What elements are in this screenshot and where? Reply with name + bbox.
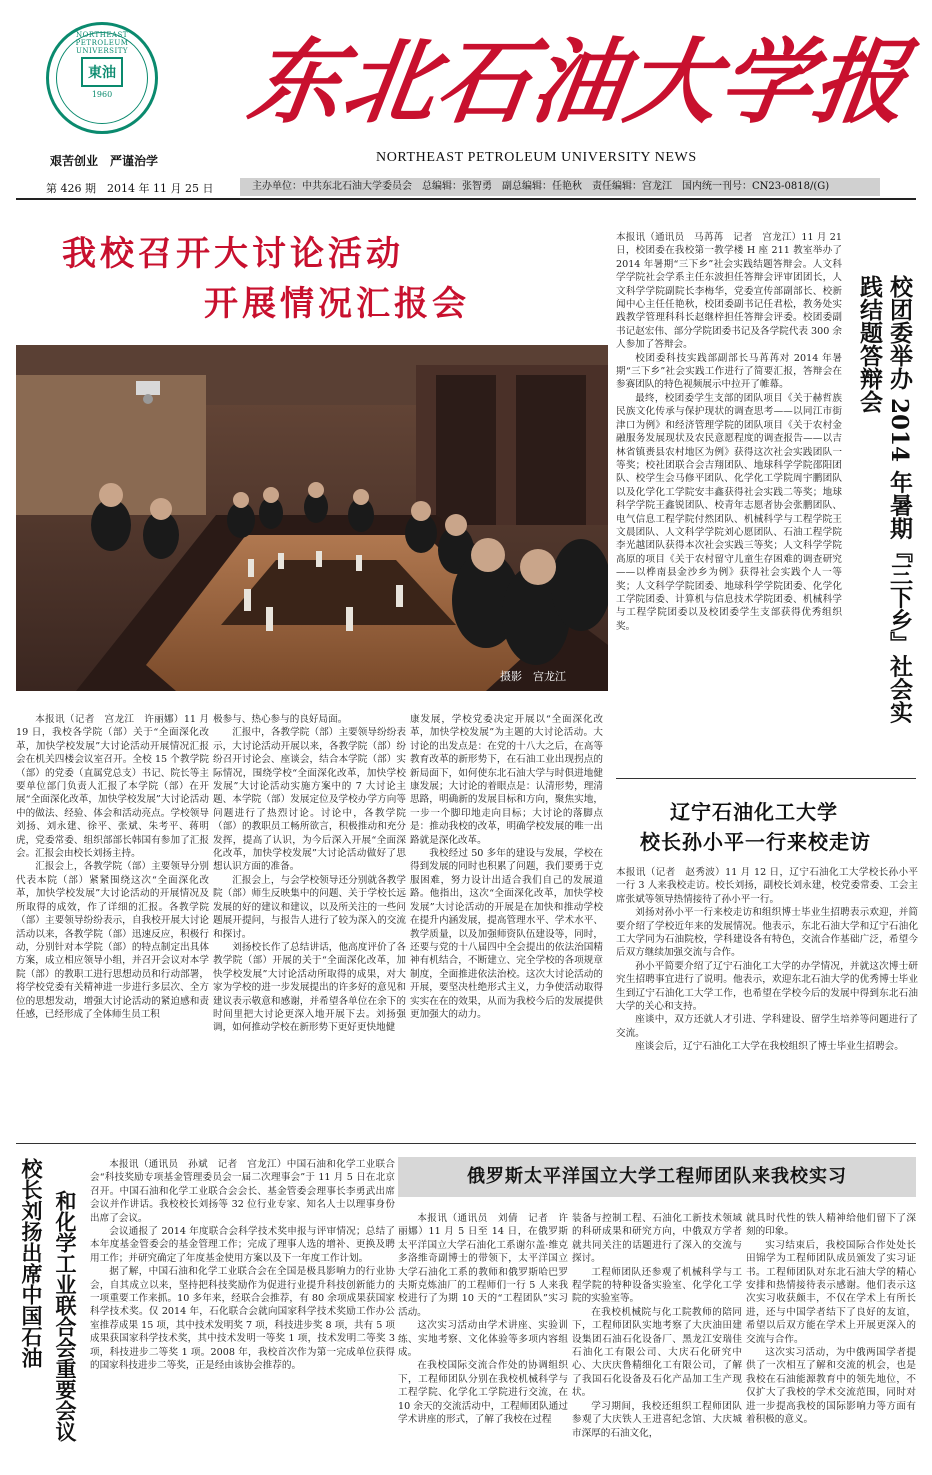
liuyang-paragraph: 本报讯（通讯员 孙斌 记者 宫龙江）中国石油和化学工业联合会“科技奖励专项基金管理委员会一届二次理事会”于 11 月 5 日在北京召开。中国石油和化学工业联合会会长、基金管委会理事长李勇武出席会议并作讲话。我校校长刘扬等 32 位行业专家、知名人士以理事身份出席了会议。 [90, 1159, 395, 1224]
lead-paragraph: 汇报中，各教学院（部）主要领导纷纷表示，大讨论活动开展以来，各教学院（部）纷纷召开讨论会、座谈会，结合本学院（部）实际情况，围绕学校“全面深化改革，加快学校发展”大讨论活动实施方案中的 7 大讨论主题、本学院（部）发展定位及学校办学方向等问题进行了热烈讨论。讨论中，各教学院（部）的教职员工畅所欲言，积极推动和充分发挥，提高了认识，为今后深入开展“全面深化改革，加快学校发展”大讨论活动做好了思想认识方面的准备。 [213, 727, 406, 873]
liaoning-paragraph: 孙小平简要介绍了辽宁石油化工大学的办学情况，并就这次博士研究生招聘事宜进行了说明。他表示，欢迎东北石油大学的优秀博士毕业生到辽宁石油化工大学工作，也希望在学校今后的发展中得到东北石油大学的关心和支持。 [616, 960, 918, 1013]
tuanwei-paragraph: 本报讯（通讯员 马苒苒 记者 宫龙江）11 月 21 日，校团委在我校第一教学楼 H 座 211 教室举办了 2014 年暑期“三下乡”社会实践结题答辩会。人文科学学院社会学系主任东波担任答辩会评审团团长，人文科学学院副院长李梅华，党委宣传部副部长、校新闻中心主任任艳秋，校团委副书记任君松，教务处实践教学管理科科长赵继梓担任答辩会评委。校团委副书记赵宏伟、部分学院团委书记及各学院代表 300 余人参加了答辩会。 [616, 232, 842, 351]
tuanwei-article-body [616, 231, 842, 771]
russia-paragraph: 装备与控制工程、石油化工新技术领域的科研成果和研究方向，中俄双方学者就共同关注的话题进行了深入的交流与探讨。 [572, 1213, 742, 1265]
liuyang-article-body [90, 1158, 395, 1468]
russia-article-column-3 [746, 1212, 916, 1470]
meeting-photo-illustration [16, 345, 608, 691]
liuyang-vertical-headline-2: 和化学工业联合会重要会议 [53, 1190, 78, 1442]
section-divider [16, 1143, 916, 1144]
russia-paragraph: 这次实习活动由学术讲座、实验训练、实地考察、文化体验等多项内容组成。 [398, 1320, 568, 1359]
russia-paragraph: 在我校机械院与化工院教师的陪同下，工程师团队实地考察了大庆油田建设集团石油石化设备厂、黑龙江安瑞佳石油化工有限公司、大庆石化研究中心、大庆庆鲁精细化工有限公司，了解了我国石化设备及石化产品加工生产现状。 [572, 1306, 742, 1399]
lead-article-column-3 [410, 713, 603, 1128]
lead-paragraph: 康发展，学校党委决定开展以“全面深化改革，加快学校发展”为主题的大讨论活动。大讨论的出发点是：在党的十八大之后，在高等教育改革的新形势下，在石油工业出现拐点的新局面下，如何使东北石油大学与时俱进地健康发展；大讨论的着眼点是：认清形势，理清思路，明确新的发展目标和方向，聚焦实地，一步一个脚印地走向目标；大讨论的落脚点是：推动我校的改革，明确学校发展的唯一出路就是深化改革。 [410, 714, 603, 846]
tuanwei-paragraph: 校团委科技实践部副部长马苒苒对 2014 年暑期“三下乡”社会实践工作进行了简要汇报，答辩会在参赛团队的特色视频展示中拉开了帷幕。 [616, 352, 842, 391]
right-column-divider [616, 778, 916, 779]
logo-arc-text: NORTHEAST PETROLEUM UNIVERSITY [75, 31, 129, 55]
russia-paragraph: 本报讯（通讯员 刘倩 记者 许丽娜）11 月 5 日至 14 日，在俄罗斯太平洋国立大学石油化工系谢尔盖·维克多洛维奇副博士的带领下，太平洋国立大学石油化工系的教师和俄罗斯哈巴罗夫斯克炼油厂的工程师们一行 5 人来我校进行了为期 10 天的“工程团队”实习活动。 [398, 1213, 568, 1318]
russia-paragraph: 学习期间，我校还组织工程师团队参观了大庆铁人王进喜纪念馆、大庆城市深厚的石油文化， [572, 1400, 742, 1439]
lead-paragraph: 刘扬校长作了总结讲话，他高度评价了各教学院（部）开展的关于“全面深化改革，加快学校发展”大讨论活动所取得的成果，对大家为学校的进一步发展提出的许多好的意见和建议表示敬意和感谢，并希望各单位在余下的时间里把大讨论更深入地开展下去。刘扬强调，如何推动学校在新形势下更好更快地健 [213, 941, 406, 1034]
russia-article-column-1 [398, 1212, 568, 1470]
lead-paragraph: 极参与、热心参与的良好局面。 [213, 714, 348, 725]
russia-paragraph: 这次实习活动，为中俄两国学者提供了一次相互了解和交流的机会，也是我校在石油能源教育中的领先地位，不仅扩大了我校的学术交流范围，同时对进一步提高我校的国际影响力等方面有着积极的意义。 [746, 1347, 916, 1426]
lead-paragraph: 我校经过 50 多年的建设与发展，学校在得到发展的同时也积累了问题，我们要勇于克服困难，努力设计出适合我们自己的发展道路。他指出，这次“全面深化改革，加快学校发展”大讨论活动的开展是在加快和推动学校在提升内涵发展，提高管理水平、学术水平、教学质量，以及加强师资队伍建设等，同时，还要与党的十八届四中全会提出的依法治国精神有机结合，不断建立、完全学校的各项规章制度，全面推进依法治校。这次大讨论活动的开展，要坚决杜绝形式主义，力争使活动取得实实在在的效果，从而为我校今后的发展提供更加强大的动力。 [410, 848, 603, 1020]
liaoning-paragraph: 座谈会后，辽宁石油化工大学在我校组织了博士毕业生招聘会。 [635, 1041, 904, 1053]
liaoning-paragraph: 座谈中，双方还就人才引进、学科建设、留学生培养等问题进行了交流。 [616, 1014, 918, 1039]
lead-article-column-1 [16, 713, 209, 1128]
russia-headline-banner: 俄罗斯太平洋国立大学工程师团队来我校实习 [398, 1157, 916, 1197]
photo-caption: 摄影 宫龙江 [500, 670, 566, 683]
motto: 艰苦创业 严谨治学 [50, 154, 159, 168]
russia-paragraph: 在我校国际交流合作处的协调组织下，工程师团队分别在我校机械科学与工程学院、化学化工学院进行交流，在 10 余天的交流活动中，工程师团队通过学术讲座的形式，了解了我校在过程 [398, 1360, 568, 1426]
liaoning-headline-line-1: 辽宁石油化工大学 [670, 800, 838, 824]
liuyang-paragraph: 会议通报了 2014 年度联合会科学技术奖申报与评审情况；总结了本年度基金管委会的基金管理工作；完成了理事人选的增补、更换及聘用工作；并研究确定了年度基金使用方案以及下一年度工作计划。 [90, 1226, 395, 1264]
liaoning-paragraph: 本报讯（记者 赵秀波）11 月 12 日，辽宁石油化工大学校长孙小平一行 3 人来我校走访。校长刘扬，副校长刘永建，校党委常委、工会主席张斌等领导热情接待了孙小平一行。 [616, 867, 918, 905]
lead-article-column-2 [213, 713, 406, 1128]
liuyang-paragraph: 据了解，中国石油和化学工业联合会在全国是极具影响力的行业协会，自其成立以来，坚持把科技奖励作为促进行业提升科技创新能力的一项重要工作来抓。10 多年来，经联合会推荐，有 80 余项成果获国家科学技术奖。仅 2014 年，石化联合会就向国家科学技术奖励工作办公室推荐成果 15 项，其中技术发明奖 7 项，科技进步奖 8 项，共有 5 项成果获国家科学技术奖，其中技术发明一等奖 1 项，技术发明二等奖 3 项，科技进步二等奖 1 项。2008 年，我校首次作为第一完成单位获得的国家科技进步二等奖，正是经由该协会推荐的。 [90, 1266, 395, 1372]
russia-article-column-2 [572, 1212, 742, 1470]
logo-year: 1960 [91, 90, 113, 99]
tuanwei-vertical-headline: 校团委举办 2014 年暑期『三下乡』社会实践结题答辩会 [856, 275, 913, 724]
russia-paragraph: 实习结束后，我校国际合作处处长田锦学为工程师团队成员颁发了实习证书。工程师团队对东北石油大学的精心安排和热情接待表示感谢。他们表示这次实习收获颇丰，不仅在学术上有所长进，还与中国学者结下了良好的友谊，希望以后双方能在学术上开展更深入的交流与合作。 [746, 1239, 916, 1345]
newspaper-title: 东北石油大学报 [242, 28, 916, 136]
lead-headline-line-2: 开展情况汇报会 [204, 284, 470, 324]
tuanwei-paragraph: 最终，校团委学生支部的团队项目《关于赫哲族民族文化传承与保护现状的调查思考——以同江市街津口为例》和经济管理学院的团队项目《关于农村金融服务发展现状及农民意愿程度的调查报告——以吉林省镇赉县农村地区为例》获得这次社会实践团队一等奖；校社团联合会吉翔团队、地球科学学院邵阳团队、校学生会马修平团队、化学化工学院周宇鹏团队以及化学化工学院安丰鑫获得社会实践二等奖；地球科学学院王鑫锐团队、校青年志愿者协会张鹏团队、电气信息工程学院付然团队、机械科学与工程学院王文晨团队、人文科学学院刘心愿团队、石油工程学院李光越团队获得本次社会实践三等奖；人文科学学院高原的项目《关于农村留守儿童生存困难的调查研究——以桦南县金沙乡为例》获得社会实践个人一等奖；人文科学学院团委、地球科学学院团委、化学化工学院团委、计算机与信息技术学院团委、机械科学与工程学院团委以及校团委学生支部获得优秀组织奖。 [616, 392, 842, 632]
lead-paragraph: 汇报会上，与会学校领导还分别就各教学院（部）师生反映集中的问题、关于学校长远发展的好的建议和建议，以及所关注的一些问题展开提问，与报告人进行了较为深入的交流和探讨。 [213, 874, 406, 940]
lead-paragraph: 本报讯（记者 宫龙江 许丽娜）11 月 19 日，我校各学院（部）关于“全面深化改革，加快学校发展”大讨论活动开展情况汇报会在机关四楼会议室召开。全校 15 个教学院（部）的党委（直属党总支）书记、院长等主要单位部门负责人汇报了本学院（部）在开展“全面深化改革，加快学校发展”大讨论活动中的做法、经验、体会和活动亮点。学校领导刘扬、刘永建、徐平、张斌、朱考平、蒋明虎，党委常委、组织部部长韩国有参加了汇报会。汇报会由校长刘扬主持。 [16, 714, 209, 860]
english-name: NORTHEAST PETROLEUM UNIVERSITY NEWS [376, 150, 697, 165]
russia-paragraph: 就具时代性的铁人精神给他们留下了深刻的印象。 [746, 1213, 916, 1238]
issue-date: 第 426 期 2014 年 11 月 25 日 [46, 182, 214, 195]
logo-core: 東油 [81, 57, 123, 87]
masthead-divider [16, 198, 916, 200]
credits-bar: 主办单位：中共东北石油大学委员会 总编辑：张智勇 副总编辑：任艳秋 责任编辑：宫龙江 国内统一刊号：CN23-0818/(G) [240, 178, 880, 196]
meeting-photo [16, 345, 608, 691]
russia-paragraph: 工程师团队还参观了机械科学与工程学院的特种设备实验室、化学化工学院的实验室等。 [572, 1266, 742, 1305]
liaoning-headline-line-2: 校长孙小平一行来校走访 [640, 830, 871, 854]
lead-headline-line-1: 我校召开大讨论活动 [62, 234, 404, 274]
liuyang-vertical-headline-1: 校长刘扬出席中国石油 [19, 1158, 44, 1368]
liaoning-article-body [616, 866, 918, 1136]
liaoning-paragraph: 刘扬对孙小平一行来校走访和组织博士毕业生招聘表示欢迎，并简要介绍了学校近年来的发展情况。他表示，东北石油大学和辽宁石油化工大学同为石油院校，学科建设各有特色，交流合作基础广泛，希望今后双方继续加强交流与合作。 [616, 907, 918, 959]
university-seal-logo [46, 22, 158, 134]
lead-paragraph: 汇报会上，各教学院（部）主要领导分别代表本院（部）紧紧围绕这次“全面深化改革，加快学校发展”大讨论活动的开展情况及所取得的成效，作了详细的汇报。各教学院（部）主要领导纷纷表示，自我校开展大讨论活动以来，各教学院（部）迅速反应，积极行动，分别针对本学院（部）的特点制定出具体方案，成立相应领导小组，并召开会议对本学院（部）的教职工进行思想动员和行动部署，将学校党委有关精神进一步进行多层次、全方位的思想发动，增强大讨论活动的紧迫感和责任感，已经形成了全体师生员工积 [16, 861, 209, 1020]
